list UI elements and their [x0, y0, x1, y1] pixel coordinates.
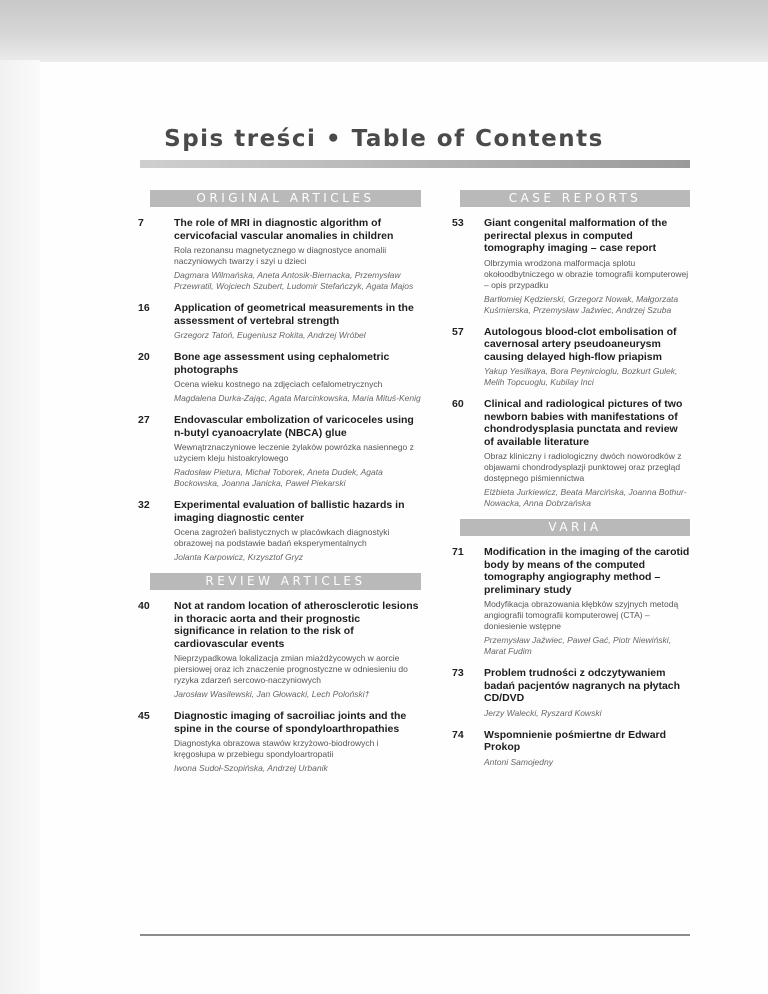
article-authors: Jolanta Karpowicz, Krzysztof Gryz	[174, 552, 303, 562]
article-title: Diagnostic imaging of sacroiliac joints and the spine in the course of spondyloarthropathies	[174, 710, 407, 735]
article-authors: Grzegorz Tatoń, Eugeniusz Rokita, Andrzej Wróbel	[174, 330, 366, 340]
article-title: Autologous blood-clot embolisation of cavernosal artery pseudoaneurysm causing delayed high-flow priapism	[484, 325, 677, 363]
scan-shadow-top	[0, 0, 768, 62]
article-subtitle: Nieprzypadkowa lokalizacja zmian miażdżycowych w aorcie piersiowej oraz ich znaczenie prognostyczne w odniesieniu do ryzyka zdarzeń sercowo-naczyniowych	[174, 653, 408, 685]
page-number: 60	[452, 398, 464, 410]
article-authors: Antoni Samojedny	[484, 756, 553, 767]
toc-entry[interactable]	[138, 351, 421, 404]
article-subtitle: Ocena zagrożeń balistycznych w placówkach diagnostyki obrazowej na podstawie badań eksperymentalnych	[174, 527, 390, 548]
toc-entry[interactable]	[452, 217, 690, 316]
article-authors: Elżbieta Jurkiewicz, Beata Marcińska, Joanna Bothur-Nowacka, Anna Dobrzańska	[484, 487, 687, 508]
title-rule	[140, 160, 690, 168]
toc-entry[interactable]	[452, 667, 690, 719]
article-subtitle: Diagnostyka obrazowa stawów krzyżowo-biodrowych i kręgosłupa w przebiegu spondyloartropatii	[174, 738, 379, 759]
toc-entry[interactable]	[452, 326, 690, 389]
article-subtitle: Rola rezonansu magnetycznego w diagnostyce anomalii naczyniowych twarzy i szyi u dzieci	[174, 245, 387, 266]
toc-entry[interactable]	[452, 546, 690, 657]
article-authors: Magdalena Durka-Zając, Agata Marcinkowska, Maria Mituś-Kenig	[174, 393, 421, 403]
article-title: Bone age assessment using cephalometric photographs	[174, 351, 390, 376]
article-title: Experimental evaluation of ballistic hazards in imaging diagnostic center	[174, 499, 405, 524]
article-authors: Radosław Pietura, Michał Toborek, Aneta Dudek, Agata Bockowska, Joanna Janicka, Paweł Piekarski	[174, 467, 383, 488]
page-number: 20	[138, 351, 150, 363]
article-authors: Dagmara Wilmańska, Aneta Antosik-Biernacka, Przemysław Przewratil, Wojciech Szubert, Ludomir Stefańczyk, Agata Majos	[174, 270, 414, 291]
page-number: 16	[138, 302, 150, 314]
article-authors: Jerzy Walecki, Ryszard Kowski	[484, 707, 602, 718]
page-title: Spis treści • Table of Contents	[164, 126, 604, 152]
page-number: 7	[138, 217, 144, 229]
article-authors: Yakup Yesilkaya, Bora Peynircioglu, Bozkurt Gulek, Melih Topcuoglu, Kubilay Inci	[484, 366, 678, 387]
page-number: 73	[452, 667, 464, 679]
article-authors: Jarosław Wasilewski, Jan Głowacki, Lech Poloński†	[174, 689, 370, 699]
bottom-rule	[140, 934, 690, 936]
toc-entry[interactable]	[452, 729, 690, 768]
page-number: 27	[138, 414, 150, 426]
section-header-review: REVIEW ARTICLES	[150, 573, 421, 590]
page-number: 74	[452, 728, 464, 741]
article-authors: Przemysław Jaźwiec, Paweł Gać, Piotr Niewiński, Marat Fudim	[484, 635, 672, 656]
toc-entry[interactable]	[452, 398, 690, 509]
toc-entry[interactable]	[138, 710, 421, 774]
section-header-original: ORIGINAL ARTICLES	[150, 190, 421, 207]
toc-entry[interactable]	[138, 217, 421, 292]
toc-entry[interactable]	[138, 302, 421, 341]
section-header-case: CASE REPORTS	[460, 190, 690, 207]
article-title: Wspomnienie pośmiertne dr Edward Prokop	[484, 728, 667, 753]
article-title: Application of geometrical measurements in the assessment of vertebral strength	[174, 302, 414, 327]
left-column	[138, 190, 421, 784]
article-title: Not at random location of atherosclerotic lesions in thoracic aorta and their prognostic significance in relation to the risk of cardiovascular events	[174, 600, 419, 650]
article-title: The role of MRI in diagnostic algorithm of cervicofacial vascular anomalies in children	[174, 217, 394, 242]
article-subtitle: Obraz kliniczny i radiologiczny dwóch noworodków z objawami chondrodysplazji punktowej oraz przegląd dostępnego piśmiennictwa	[484, 451, 682, 483]
section-header-varia: VARIA	[460, 519, 690, 536]
page-number: 71	[452, 546, 464, 558]
right-column	[452, 190, 690, 778]
article-title: Giant congenital malformation of the perirectal plexus in computed tomography imaging – case report	[484, 217, 668, 254]
toc-entry[interactable]	[138, 600, 421, 700]
article-authors: Iwona Sudoł-Szopińska, Andrzej Urbanik	[174, 763, 328, 773]
article-title: Modification in the imaging of the carotid body by means of the computed tomography angiography method – preliminary study	[484, 546, 690, 596]
article-subtitle: Wewnątrznaczyniowe leczenie żylaków powrózka nasiennego z użyciem kleju histoakrylowego	[174, 442, 414, 463]
article-subtitle: Ocena wieku kostnego na zdjęciach cefalometrycznych	[174, 379, 383, 389]
page-number: 45	[138, 710, 150, 722]
article-title: Clinical and radiological pictures of two newborn babies with manifestations of chondrodysplasia punctata and review of available literature	[484, 398, 683, 448]
case-reports-list	[452, 217, 690, 509]
page-number: 57	[452, 325, 464, 338]
toc-entry[interactable]	[138, 499, 421, 563]
page-number: 40	[138, 600, 150, 612]
varia-list	[452, 546, 690, 768]
review-articles-list	[138, 600, 421, 774]
article-title: Problem trudności z odczytywaniem badań pacjentów nagranych na płytach CD/DVD	[484, 667, 681, 704]
article-authors: Bartłomiej Kędzierski, Grzegorz Nowak, Małgorzata Kuśmierska, Przemysław Jaźwiec, Andrzej Szuba	[484, 293, 679, 315]
page-number: 53	[452, 217, 464, 229]
toc-entry[interactable]	[138, 414, 421, 489]
scan-shadow-left	[0, 60, 40, 994]
article-subtitle: Olbrzymia wrodzona malformacja splotu okołoodbytniczego w obrazie tomografii komputerowej – opis przypadku	[484, 257, 689, 290]
article-subtitle: Modyfikacja obrazowania kłębków szyjnych metodą angiografii tomografii komputerowej (CTA) – doniesienie wstępne	[484, 599, 679, 631]
article-title: Endovascular embolization of varicoceles using n-butyl cyanoacrylate (NBCA) glue	[174, 414, 414, 439]
original-articles-list	[138, 217, 421, 563]
page-number: 32	[138, 499, 150, 511]
